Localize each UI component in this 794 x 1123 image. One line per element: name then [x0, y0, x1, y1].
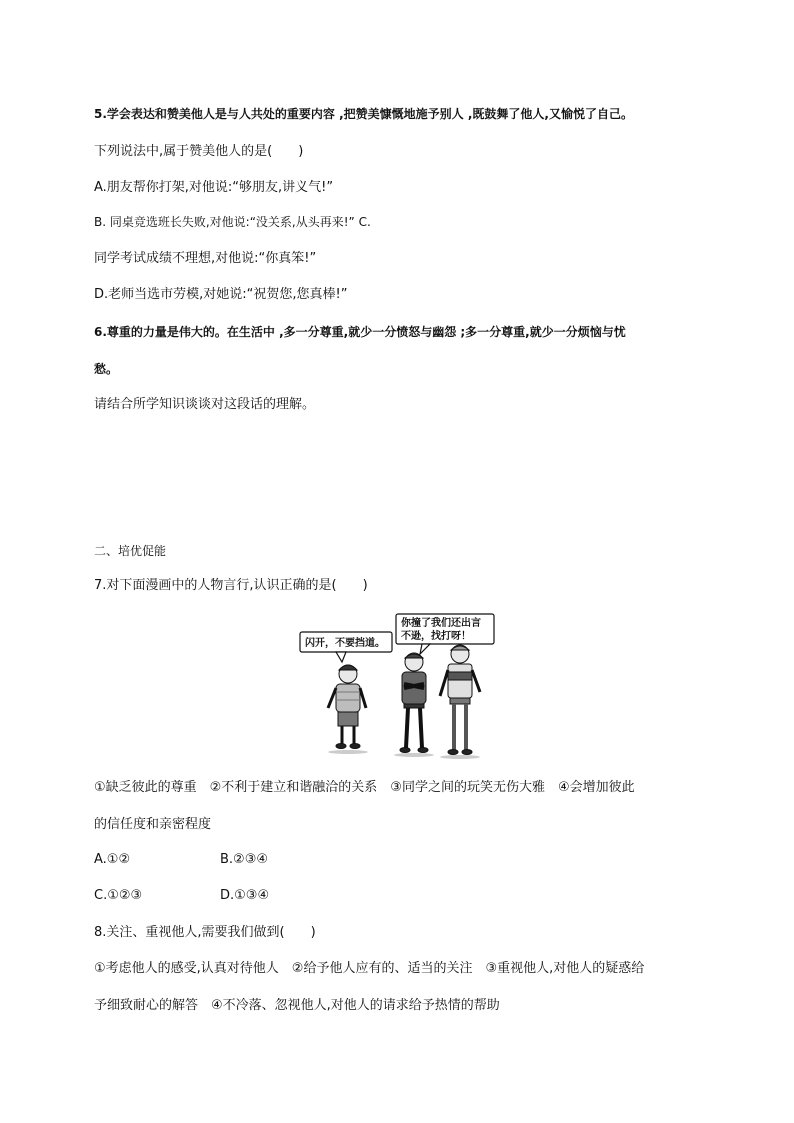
q5-option-b: B. 同桌竞选班长失败,对他说:“没关系,从头再来!” C.	[94, 215, 371, 229]
q5-option-d: D.老师当选市劳模,对她说:“祝贺您,您真棒!”	[94, 287, 348, 302]
q7-option-d: D.①③④	[220, 888, 270, 903]
q5-stem-line2: 下列说法中,属于赞美他人的是( )	[94, 144, 304, 159]
figure-boy-right	[440, 645, 480, 755]
bubble-right-text-line1: 你撞了我们还出言	[401, 618, 481, 629]
speech-bubble-left	[300, 632, 392, 662]
bubble-right-text-line2: 不逊，找打呀！	[401, 631, 471, 642]
speech-bubble-right	[396, 614, 494, 654]
q7-stem: 7.对下面漫画中的人物言行,认识正确的是( )	[94, 578, 368, 593]
q7-option-b: B.②③④	[220, 852, 269, 867]
q5-option-c: 同学考试成绩不理想,对他说:“你真笨!”	[94, 251, 317, 266]
q7-option-c: C.①②③	[94, 888, 143, 903]
q8-statements-line1: ①考虑他人的感受,认真对待他人 ②给予他人应有的、适当的关注 ③重视他人,对他人的疑惑给	[94, 961, 645, 976]
figure-boy-middle	[400, 653, 428, 753]
q6-stem-line2: 愁。	[94, 362, 119, 376]
section-title: 二、培优促能	[94, 544, 167, 558]
q6-prompt: 请结合所学知识谈谈对这段话的理解。	[94, 397, 316, 412]
figure-boy-left	[328, 665, 366, 749]
cartoon-illustration	[296, 612, 496, 762]
q7-statements-line1: ①缺乏彼此的尊重 ②不利于建立和谐融洽的关系 ③同学之间的玩笑无伤大雅 ④会增加彼此	[94, 780, 635, 795]
q8-statements-line2: 予细致耐心的解答 ④不冷落、忽视他人,对他人的请求给予热情的帮助	[94, 998, 500, 1013]
q5-stem-line1: 5.学会表达和赞美他人是与人共处的重要内容 ,把赞美慷慨地施予别人 ,既鼓舞了他人,又愉悦了自己。	[94, 107, 633, 121]
bubble-left-text: 闪开，不要挡道。	[305, 638, 385, 649]
q7-statements-line2: 的信任度和亲密程度	[94, 817, 212, 832]
q5-option-a: A.朋友帮你打架,对他说:“够朋友,讲义气!”	[94, 180, 334, 195]
q7-option-a: A.①②	[94, 852, 131, 867]
q6-stem-line1: 6.尊重的力量是伟大的。在生活中 ,多一分尊重,就少一分愤怒与幽怨 ;多一分尊重,就少一分烦恼与忧	[94, 325, 626, 339]
q8-stem: 8.关注、重视他人,需要我们做到( )	[94, 925, 316, 940]
